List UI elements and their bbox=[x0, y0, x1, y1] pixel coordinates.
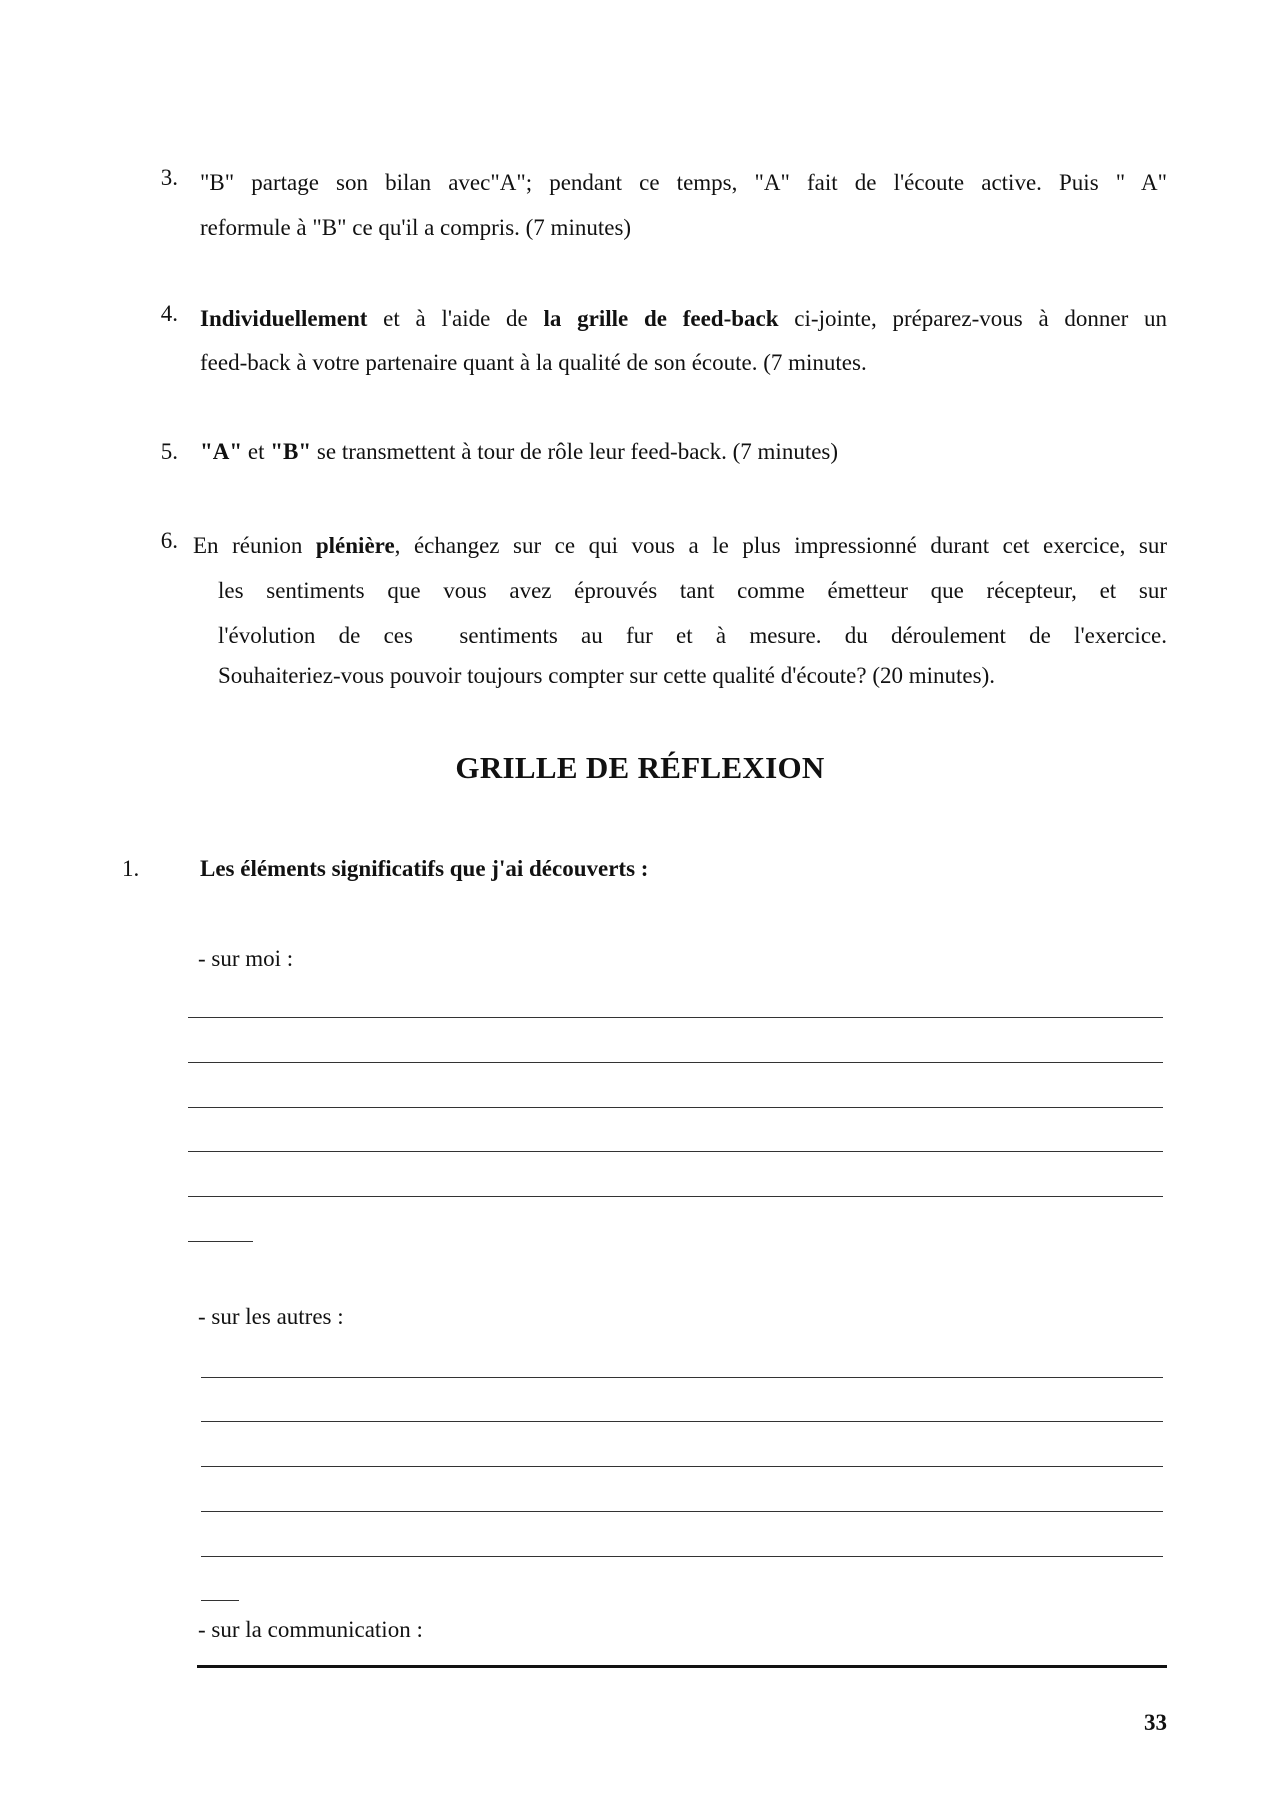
item-4-bold-individuellement: Individuellement bbox=[200, 306, 368, 331]
subsection-sur-moi: - sur moi : bbox=[198, 946, 294, 971]
answer-line[interactable] bbox=[188, 1196, 1163, 1197]
section-title: GRILLE DE RÉFLEXION bbox=[455, 750, 825, 785]
item-4-text1: et à l'aide de bbox=[367, 306, 544, 331]
item-4-text bbox=[200, 296, 1167, 341]
subsection-sur-les-autres: - sur les autres : bbox=[198, 1304, 344, 1329]
answer-line[interactable] bbox=[188, 1151, 1163, 1152]
answer-line-short[interactable] bbox=[201, 1600, 239, 1601]
item-6-line2: les sentiments que vous avez éprouvés tant comme émetteur que récepteur, et sur bbox=[218, 578, 1167, 603]
answer-line[interactable] bbox=[201, 1511, 1163, 1512]
answer-line[interactable] bbox=[188, 1062, 1163, 1063]
item-6-line4: Souhaiteriez-vous pouvoir toujours compter sur cette qualité d'écoute? (20 minutes). bbox=[218, 663, 995, 688]
question-1-number: 1. bbox=[122, 856, 140, 881]
answer-line[interactable] bbox=[201, 1556, 1163, 1557]
item-6-bold-pleniere: plénière bbox=[315, 533, 395, 558]
answer-line[interactable] bbox=[201, 1466, 1163, 1467]
answer-line-short[interactable] bbox=[188, 1241, 253, 1242]
page-number: 33 bbox=[1144, 1710, 1167, 1735]
item-5-text2: se transmettent à tour de rôle leur feed-back. (7 minutes) bbox=[311, 439, 839, 464]
item-3-line1: "B" partage son bilan avec"A"; pendant ce temps, "A" fait de l'écoute active. Puis " A" bbox=[200, 170, 1167, 195]
answer-line[interactable] bbox=[201, 1377, 1163, 1378]
answer-line[interactable] bbox=[188, 1017, 1163, 1018]
item-5-text bbox=[200, 439, 838, 465]
item-5-bold-b: "B" bbox=[270, 439, 312, 464]
item-3-line2: reformule à "B" ce qu'il a compris. (7 minutes) bbox=[200, 215, 632, 240]
item-6-text1: En réunion bbox=[193, 533, 316, 558]
item-4-number: 4. bbox=[160, 301, 178, 326]
item-3-number: 3. bbox=[160, 165, 178, 190]
item-4-text2: ci-jointe, préparez-vous à donner un bbox=[778, 306, 1168, 331]
question-1-label: Les éléments significatifs que j'ai découverts : bbox=[200, 856, 649, 881]
item-6-line1 bbox=[193, 523, 1167, 568]
item-6-line3: l'évolution de ces sentiments au fur et à mesure. du déroulement de l'exercice. bbox=[218, 623, 1167, 648]
item-5-number: 5. bbox=[160, 439, 178, 464]
item-4-bold-grille: la grille de feed-back bbox=[543, 306, 779, 331]
footer-rule bbox=[197, 1665, 1167, 1668]
item-3-text bbox=[200, 160, 1167, 205]
item-5-bold-a: "A" bbox=[200, 439, 243, 464]
item-4-line2: feed-back à votre partenaire quant à la qualité de son écoute. (7 minutes. bbox=[200, 350, 867, 375]
item-6-text2: , échangez sur ce qui vous a le plus impressionné durant cet exercice, sur bbox=[394, 533, 1167, 558]
answer-line[interactable] bbox=[201, 1421, 1163, 1422]
item-6-number: 6. bbox=[160, 528, 178, 553]
item-5-text1: et bbox=[242, 439, 271, 464]
answer-line[interactable] bbox=[188, 1107, 1163, 1108]
subsection-sur-la-communication: - sur la communication : bbox=[198, 1617, 423, 1642]
